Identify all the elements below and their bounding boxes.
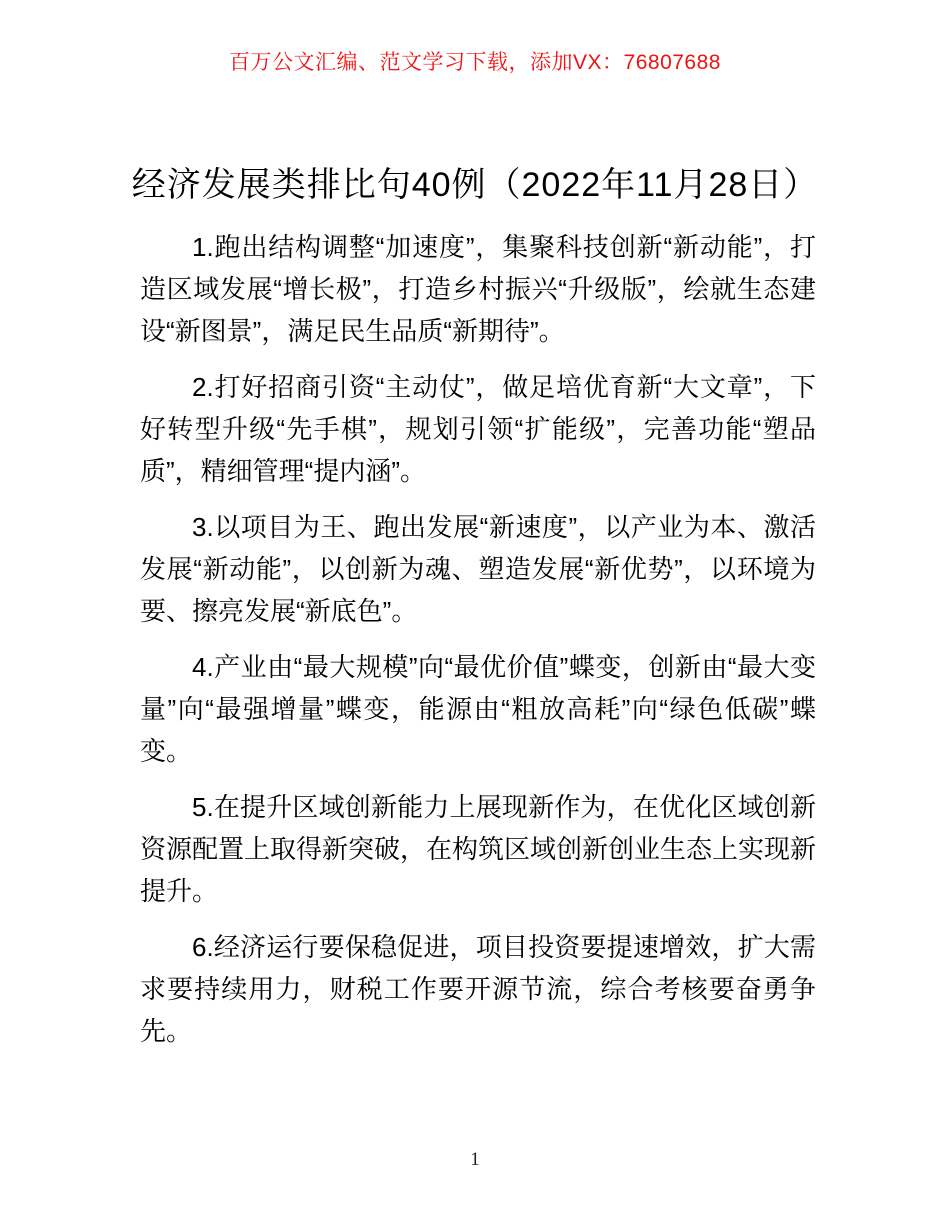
page-number: 1 [470,1149,480,1170]
promo-header-text: 百万公文汇编、范文学习下载，添加VX：76807688 [229,51,721,74]
paragraph-5: 5.在提升区域创新能力上展现新作为，在优化区域创新资源配置上取得新突破，在构筑区域创新创业生态上实现新提升。 [140,792,817,906]
paragraph-6: 6.经济运行要保稳促进，项目投资要提速增效，扩大需求要持续用力，财税工作要开源节流，综合考核要奋勇争先。 [140,932,816,1046]
paragraph-2: 2.打好招商引资“主动仗”，做足培优育新“大文章”，下好转型升级“先手棋”，规划引领“扩能级”，完善功能“塑品质”，精细管理“提内涵”。 [140,372,816,486]
document-title: 经济发展类排比句40例（2022年11月28日） [131,166,819,204]
paragraph-4: 4.产业由“最大规模”向“最优价值”蝶变，创新由“最大变量”向“最强增量”蝶变，能源由“粗放高耗”向“绿色低碳”蝶变。 [140,652,816,766]
document-body [140,226,816,1066]
paragraph-3: 3.以项目为王、跑出发展“新速度”，以产业为本、激活发展“新动能”，以创新为魂、塑造发展“新优势”，以环境为要、擦亮发展“新底色”。 [140,512,816,626]
paragraph-1: 1.跑出结构调整“加速度”，集聚科技创新“新动能”，打造区域发展“增长极”，打造乡村振兴“升级版”，绘就生态建设“新图景”，满足民生品质“新期待”。 [140,232,816,346]
